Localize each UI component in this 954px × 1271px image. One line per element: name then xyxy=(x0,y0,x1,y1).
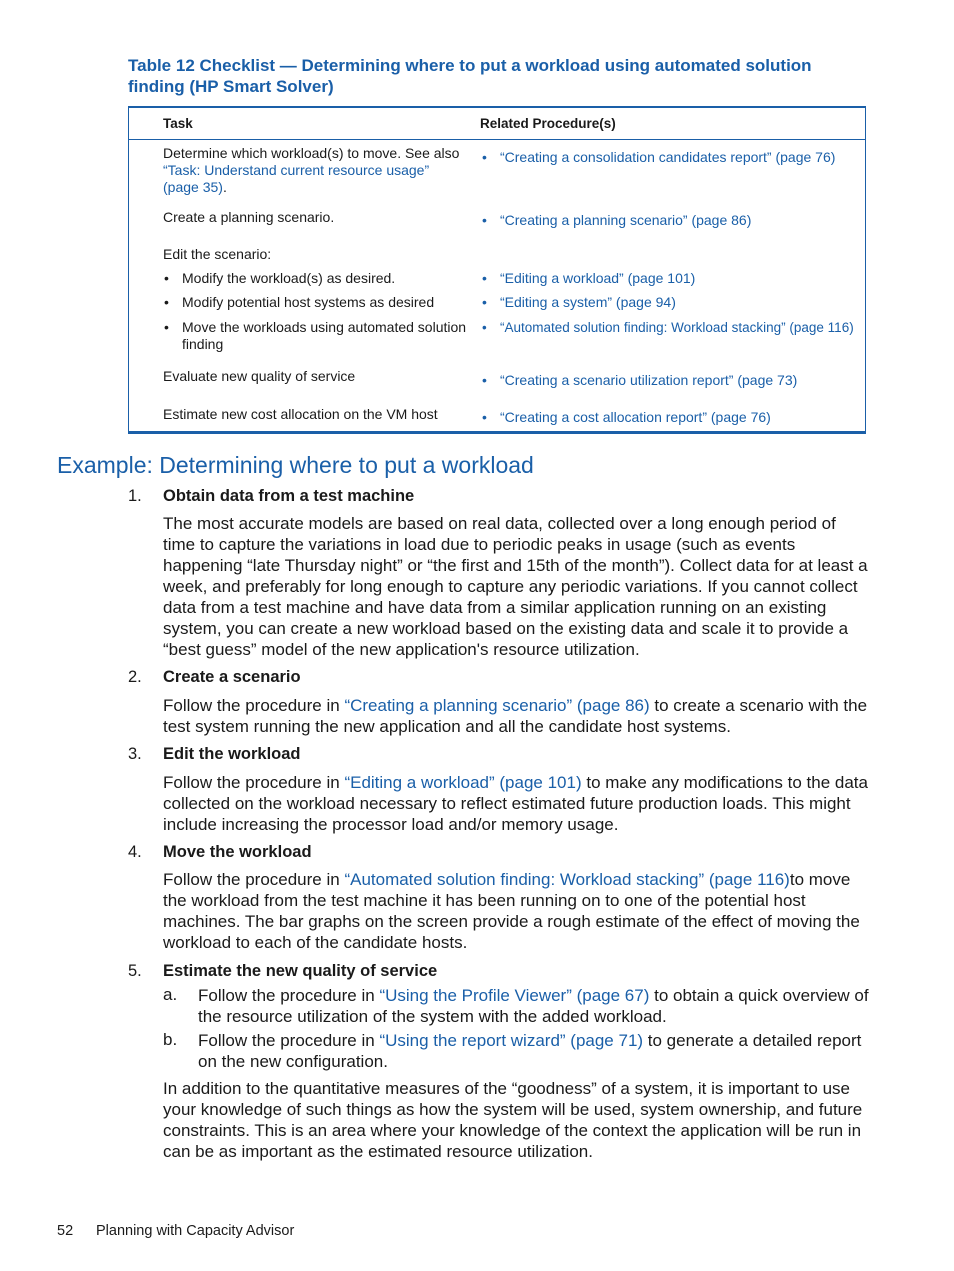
step-heading: Edit the workload xyxy=(163,745,301,763)
task-bullet: • Modify the workload(s) as desired. xyxy=(182,270,395,287)
task-bullet: • Modify potential host systems as desired xyxy=(182,294,434,311)
step-number: 4. xyxy=(128,843,142,861)
task-text-end: . xyxy=(222,179,227,195)
step-text: Follow the procedure in xyxy=(163,696,345,715)
procedure-link[interactable]: • “Creating a consolidation candidates report” (page 76) xyxy=(500,149,835,166)
step-link[interactable]: “Editing a workload” (page 101) xyxy=(344,773,582,792)
step-link[interactable]: “Creating a planning scenario” (page 86) xyxy=(344,696,650,715)
step-text: Follow the procedure in xyxy=(198,986,380,1005)
step-text: to generate a detailed report on the new configuration. xyxy=(198,1031,862,1071)
column-header-procedures: Related Procedure(s) xyxy=(480,116,616,131)
step-text: to move the workload from the test machine it has been running on to one of the potential host machines. The bar graphs on the screen provide a rough estimate of the effect of moving the workload to each of the candidate hosts. xyxy=(163,870,860,952)
chapter-title: Planning with Capacity Advisor xyxy=(96,1223,295,1239)
procedure-link[interactable]: • “Creating a planning scenario” (page 86) xyxy=(500,212,751,229)
step-text: to make any modifications to the data collected on the workload necessary to reflect estimated future production loads. This might include increasing the processor load and/or memory usage. xyxy=(163,773,868,834)
task-cell: Evaluate new quality of service xyxy=(163,368,356,384)
step-number: 5. xyxy=(128,962,142,980)
step-heading: Move the workload xyxy=(163,843,312,861)
step-number: 3. xyxy=(128,745,142,763)
task-cell: Estimate new cost allocation on the VM host xyxy=(163,406,438,422)
procedure-link[interactable]: • “Editing a system” (page 94) xyxy=(500,294,676,311)
substep-label: a. xyxy=(163,985,178,1004)
procedure-link[interactable]: • “Creating a scenario utilization report” (page 73) xyxy=(500,372,797,389)
task-cell: Create a planning scenario. xyxy=(163,209,335,225)
step-text: Follow the procedure in xyxy=(198,1031,380,1050)
step-number: 1. xyxy=(128,487,142,505)
column-header-task: Task xyxy=(163,116,193,131)
procedure-link[interactable]: • “Creating a cost allocation report” (page 76) xyxy=(500,409,771,426)
substep-body xyxy=(198,1030,870,1072)
task-bullet: • Move the workloads using automated solution finding xyxy=(182,319,472,353)
section-title: Example: Determining where to put a workload xyxy=(57,452,534,478)
step-body xyxy=(163,772,869,835)
task-cell xyxy=(163,145,463,196)
task-text: Determine which workload(s) to move. See also xyxy=(163,145,460,161)
page-number: 52 xyxy=(57,1223,74,1239)
step-text: Follow the procedure in xyxy=(163,870,345,889)
substep-body xyxy=(198,985,870,1027)
step-heading: Create a scenario xyxy=(163,668,301,686)
table-caption: Table 12 Checklist — Determining where to put a workload using automated solution finding (HP Smart Solver) xyxy=(128,56,812,96)
substep-label: b. xyxy=(163,1030,178,1049)
task-cell: Edit the scenario: xyxy=(163,246,272,262)
table-header xyxy=(129,108,865,140)
step-text: Follow the procedure in xyxy=(163,773,345,792)
step-body xyxy=(163,695,869,737)
task-link[interactable]: “Task: Understand current resource usage” (page 35) xyxy=(163,162,430,195)
step-body xyxy=(163,869,869,953)
step-link[interactable]: “Using the Profile Viewer” (page 67) xyxy=(379,986,650,1005)
step-link[interactable]: “Using the report wizard” (page 71) xyxy=(379,1031,644,1050)
procedure-link[interactable]: • “Automated solution finding: Workload stacking” (page 116) xyxy=(500,319,854,336)
procedure-link[interactable]: • “Editing a workload” (page 101) xyxy=(500,270,695,287)
checklist-table xyxy=(128,106,866,434)
step-body: In addition to the quantitative measures of the “goodness” of a system, it is important to use your knowledge of such things as how the system will be used, system ownership, and future constraints. This is an area where your knowledge of the context the application will be run in can be as important as the estimated resource utilization. xyxy=(163,1079,863,1161)
step-heading: Estimate the new quality of service xyxy=(163,962,438,980)
step-body: The most accurate models are based on real data, collected over a long enough period of time to capture the variations in load due to periodic peaks in usage (such as events happening “late Thursday night” or “the first and 15th of the month”). Collect data for at least a week, and preferably for long enough to capture any periodic variations. If you cannot collect data from a test machine and have data from a similar application running on an existing system, you can create a new workload based on the existing data and scale it to provide a “best guess” model of the new application's resource utilization. xyxy=(163,514,868,659)
step-text: to obtain a quick overview of the resource utilization of the system with the added workload. xyxy=(198,986,869,1026)
step-link[interactable]: “Automated solution finding: Workload stacking” (page 116) xyxy=(344,870,790,889)
step-text: to create a scenario with the test system running the new application and all the candidate host systems. xyxy=(163,696,868,736)
step-number: 2. xyxy=(128,668,142,686)
step-heading: Obtain data from a test machine xyxy=(163,487,415,505)
